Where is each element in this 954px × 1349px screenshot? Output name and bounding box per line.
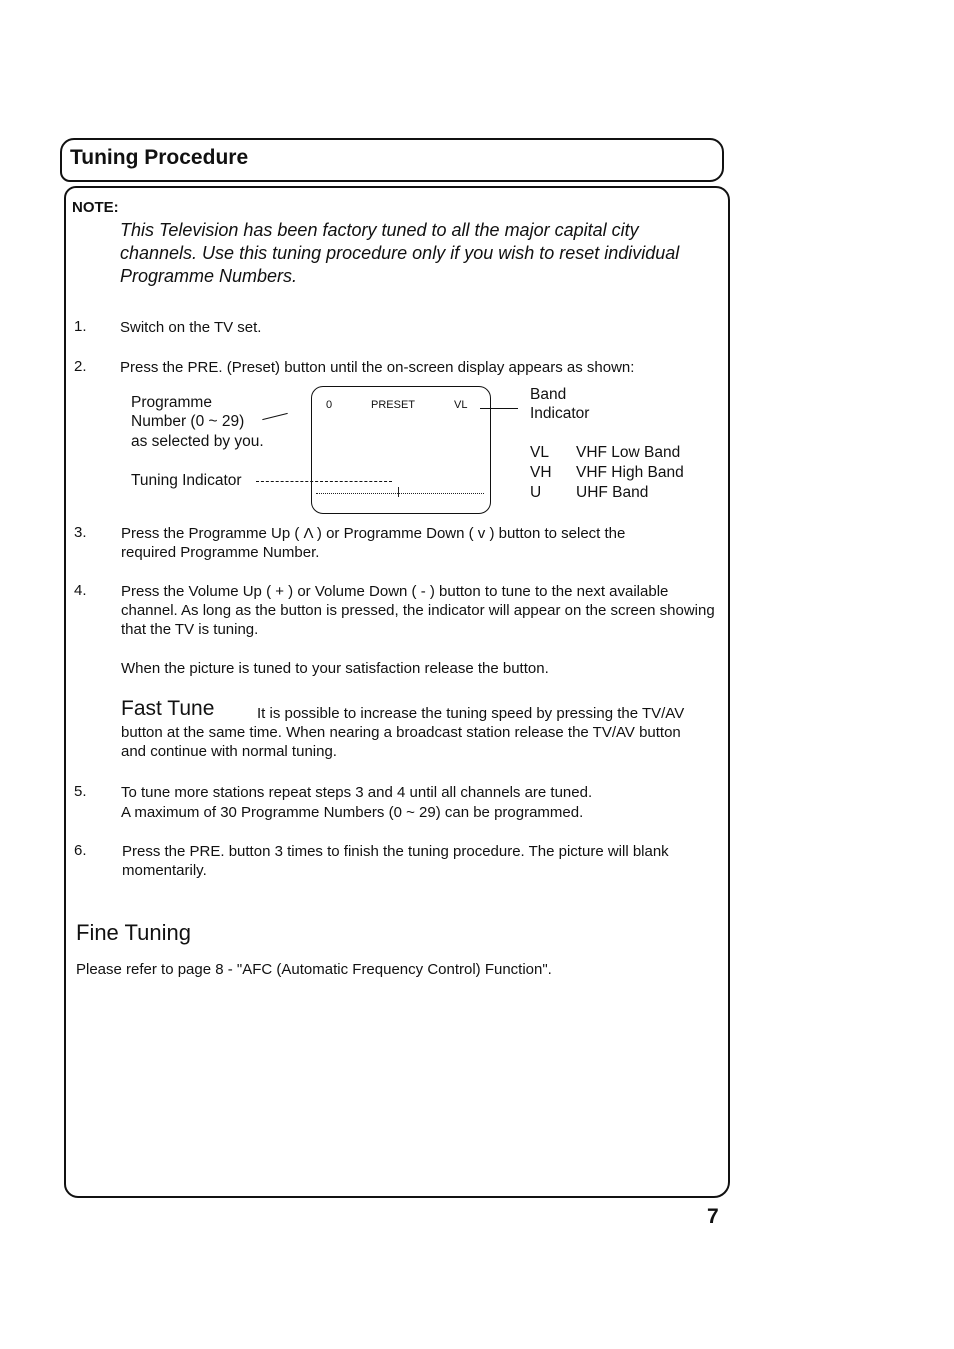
note-label: NOTE:	[72, 199, 119, 216]
band-label-line-2: Indicator	[530, 405, 590, 422]
page-number: 7	[707, 1205, 719, 1228]
section-title: Tuning Procedure	[70, 146, 249, 169]
programme-label-line-3: as selected by you.	[131, 433, 264, 450]
band-pointer-line	[480, 408, 518, 409]
step-5-number: 5.	[74, 783, 87, 800]
step-1-number: 1.	[74, 318, 87, 335]
osd-programme-number: 0	[326, 399, 333, 411]
step-5-text: To tune more stations repeat steps 3 and 4 until all channels are tuned.	[121, 784, 593, 801]
fine-tuning-title: Fine Tuning	[76, 920, 191, 945]
note-text: This Television has been factory tuned to all the major capital city channels. Use this tuning procedure only if you wish to reset individual Programme Numbers.	[120, 220, 680, 286]
programme-label-line-2: Number (0 ~ 29)	[131, 413, 245, 430]
step-5-text-2: A maximum of 30 Programme Numbers (0 ~ 29) can be programmed.	[121, 804, 584, 821]
legend-code-u: U	[530, 484, 542, 501]
legend-desc-u: UHF Band	[576, 484, 649, 501]
step-2-number: 2.	[74, 358, 87, 375]
step-4-number: 4.	[74, 582, 87, 599]
legend-code-vl: VL	[530, 444, 549, 461]
content-frame	[64, 186, 730, 1198]
step-4-extra-text: When the picture is tuned to your satisfaction release the button.	[121, 660, 549, 677]
step-2-text: Press the PRE. (Preset) button until the on-screen display appears as shown:	[120, 359, 635, 376]
osd-band-code: VL	[454, 399, 468, 411]
osd-preset-text: PRESET	[371, 399, 416, 411]
step-6-text: Press the PRE. button 3 times to finish the tuning procedure. The picture will blank momentarily.	[122, 843, 669, 879]
band-label-line-1: Band	[530, 386, 567, 403]
step-3-number: 3.	[74, 524, 87, 541]
fast-tune-title: Fast Tune	[121, 697, 215, 720]
step-3-text: Press the Programme Up ( Λ ) or Programme Down ( v ) button to select the required Programme Number.	[121, 525, 626, 561]
step-6-number: 6.	[74, 842, 87, 859]
osd-tuning-bar	[316, 493, 484, 494]
step-4-text: Press the Volume Up ( + ) or Volume Down ( - ) button to tune to the next available channel. As long as the button is pressed, the indicator will appear on the screen showing that the TV is tuning.	[121, 583, 715, 638]
legend-desc-vh: VHF High Band	[576, 464, 684, 481]
fine-tuning-text: Please refer to page 8 - "AFC (Automatic Frequency Control) Function".	[76, 961, 552, 978]
fast-tune-text: It is possible to increase the tuning speed by pressing the TV/AV button at the same time. When nearing a broadcast station release the TV/AV button and continue with normal tuning.	[121, 705, 685, 760]
programme-label-line-1: Programme	[131, 394, 212, 411]
step-1-text: Switch on the TV set.	[120, 319, 262, 336]
legend-code-vh: VH	[530, 464, 552, 481]
osd-tuning-marker	[398, 487, 399, 497]
legend-desc-vl: VHF Low Band	[576, 444, 681, 461]
tuning-indicator-label: Tuning Indicator	[131, 472, 242, 489]
